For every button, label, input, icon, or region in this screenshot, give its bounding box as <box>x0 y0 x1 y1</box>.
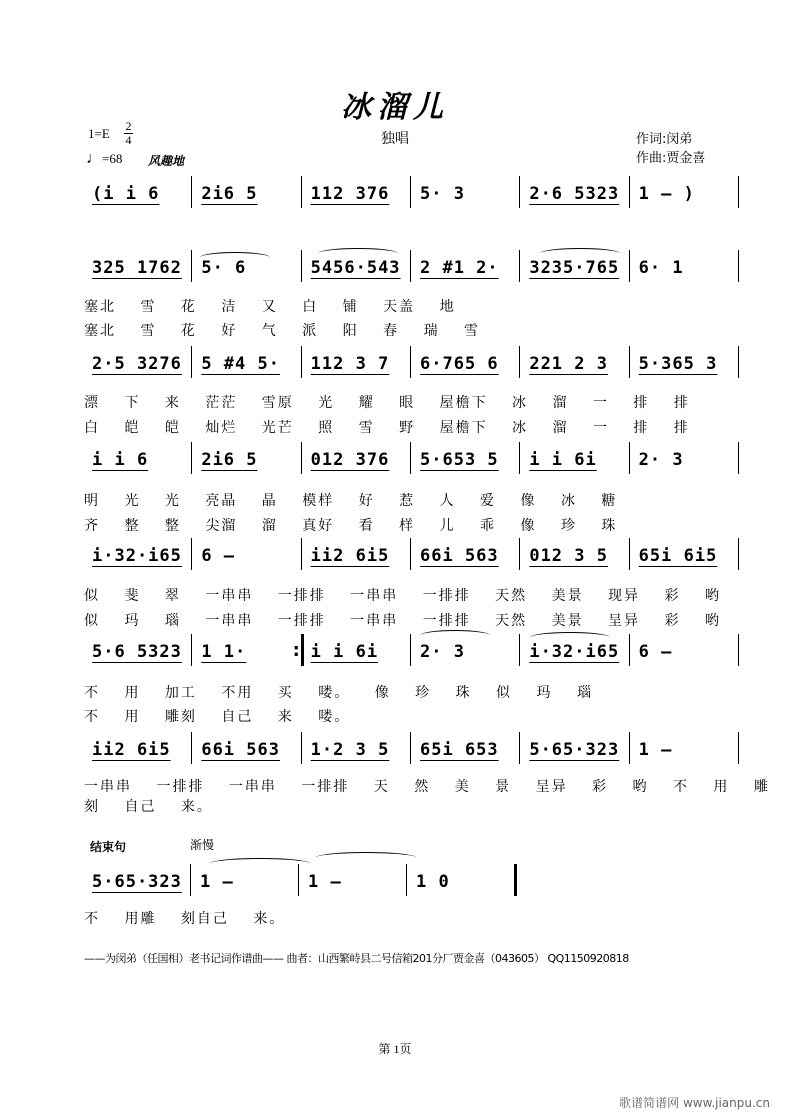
lyric-line: 塞北 雪 花 好 气 派 阳 春 瑞 雪 <box>84 323 481 339</box>
lyric-line: 漂 下 来 茫茫 雪原 光 耀 眼 屋檐下 冰 溜 一 排 排 <box>84 395 690 411</box>
measure <box>303 174 412 210</box>
score-line <box>84 174 740 210</box>
measure <box>521 440 630 476</box>
footer-credit: ——为闵弟（任国相）老书记词作谱曲—— 曲者：山西繁峙县二号信箱201分厂贾金喜（043605） QQ1150920818 <box>84 952 629 965</box>
score-line <box>84 632 740 668</box>
measure <box>412 174 521 210</box>
barline <box>519 442 520 474</box>
slur-mark <box>420 630 490 641</box>
key-signature: 1=E <box>88 126 110 141</box>
lyric-line: 不 用 雕刻 自己 来 喽。 <box>84 709 351 725</box>
measure-notes: 2· 3 <box>420 642 465 662</box>
measure <box>408 862 516 898</box>
measure <box>631 248 740 284</box>
barline <box>738 732 739 764</box>
measure <box>412 730 521 766</box>
expression-marking: 风趣地 <box>148 154 185 168</box>
time-signature-top: 2 <box>125 119 132 133</box>
slur-mark <box>530 632 610 643</box>
lyric-line: 似 斐 翠 一串串 一排排 一串串 一排排 天然 美景 现异 彩 哟 <box>84 588 721 604</box>
score-line <box>84 730 740 766</box>
barline <box>738 538 739 570</box>
measure <box>631 730 740 766</box>
measure-notes: 1 – <box>638 740 673 760</box>
measure <box>84 440 193 476</box>
measure-notes: 65i 6i5 <box>638 546 718 566</box>
measure-notes: 012 3 5 <box>529 546 608 566</box>
measure-notes: ii2 6i5 <box>92 740 171 760</box>
measure-notes: 325 1762 <box>92 258 182 278</box>
barline <box>738 442 739 474</box>
measure <box>193 174 302 210</box>
tempo-marking <box>86 150 122 168</box>
slur-mark <box>540 248 620 259</box>
measure-notes: ii2 6i5 <box>310 546 390 566</box>
lyric-line: 一串串 一排排 一串串 一排排 天 然 美 景 呈异 彩 哟 不 用 雕 刻 自己 来。 <box>84 779 770 815</box>
score-line <box>84 862 740 898</box>
measure <box>521 730 630 766</box>
score-line <box>84 248 740 284</box>
barline <box>629 634 630 666</box>
measure <box>303 440 412 476</box>
barline <box>514 864 517 896</box>
score-line <box>84 440 740 476</box>
measure-notes: 2·5 3276 <box>92 354 182 374</box>
barline <box>738 634 739 666</box>
measure-notes: 112 376 <box>310 184 390 204</box>
measure-notes: 5·653 5 <box>420 450 499 470</box>
measure-notes: i i 6i <box>529 450 597 470</box>
barline <box>191 250 192 282</box>
measure-notes: 5·365 3 <box>638 354 718 374</box>
measure-notes: 1 0 <box>416 872 450 892</box>
page-number: 第 1页 <box>378 1042 412 1056</box>
barline <box>301 250 302 282</box>
measure <box>631 536 740 572</box>
measure-notes: 5·6 5323 <box>92 642 182 662</box>
tempo-change-marking: 渐慢 <box>190 838 215 852</box>
song-title: 冰溜儿 <box>341 90 449 125</box>
measure-notes: 5456·543 <box>310 258 401 278</box>
measure <box>412 536 521 572</box>
slur-mark <box>210 858 310 869</box>
score-line <box>84 536 740 572</box>
measure <box>303 536 412 572</box>
measure <box>631 174 740 210</box>
measure-notes: 66i 563 <box>420 546 499 566</box>
lyric-line: 明 光 光 亮晶 晶 模样 好 惹 人 爱 像 冰 糖 <box>84 493 618 509</box>
barline <box>629 346 630 378</box>
measure <box>193 730 302 766</box>
measure-notes: 112 3 7 <box>310 354 390 374</box>
barline <box>190 864 191 896</box>
measure <box>631 632 740 668</box>
measure <box>193 440 302 476</box>
measure-notes: 1 – ) <box>638 184 695 204</box>
barline <box>191 634 192 666</box>
barline <box>410 250 411 282</box>
measure <box>303 730 412 766</box>
score-line <box>84 344 740 380</box>
barline <box>519 250 520 282</box>
measure <box>521 536 630 572</box>
barline <box>410 538 411 570</box>
measure-notes: 1 – <box>200 872 234 892</box>
barline <box>519 732 520 764</box>
section-label: 结束句 <box>90 840 127 854</box>
measure-notes: 5·65·323 <box>529 740 620 760</box>
barline <box>301 538 302 570</box>
barline <box>519 538 520 570</box>
barline <box>410 634 411 666</box>
lyric-line: 塞北 雪 花 洁 又 白 铺 天盖 地 <box>84 299 456 315</box>
barline <box>410 176 411 208</box>
watermark: 歌谱简谱网 www.jianpu.cn <box>619 1096 770 1110</box>
measure-notes: 2·6 5323 <box>529 184 620 204</box>
measure-notes: 2i6 5 <box>201 184 258 204</box>
lyric-line: 不 用雕 刻自己 来。 <box>84 911 286 927</box>
measure <box>521 344 630 380</box>
lyric-line: 似 玛 瑙 一串串 一排排 一串串 一排排 天然 美景 呈异 彩 哟 <box>84 613 721 629</box>
measure-notes: 2i6 5 <box>201 450 258 470</box>
measure <box>412 248 521 284</box>
measure <box>412 344 521 380</box>
barline <box>629 250 630 282</box>
barline <box>301 346 302 378</box>
barline <box>301 176 302 208</box>
measure-notes: 1·2 3 5 <box>310 740 390 760</box>
quarter-note-icon: ♩ <box>86 150 102 167</box>
barline <box>191 538 192 570</box>
measure <box>193 344 302 380</box>
performance-type: 独唱 <box>381 131 409 147</box>
barline <box>629 442 630 474</box>
slur-mark <box>316 852 416 863</box>
barline <box>519 634 520 666</box>
measure <box>84 862 192 898</box>
measure-notes: 6· 1 <box>638 258 684 278</box>
barline <box>191 732 192 764</box>
barline <box>191 442 192 474</box>
tempo-value: =68 <box>102 151 123 166</box>
measure <box>84 536 193 572</box>
barline <box>410 346 411 378</box>
measure <box>521 174 630 210</box>
barline <box>738 250 739 282</box>
measure-notes: 1 1· <box>201 642 247 662</box>
barline <box>629 176 630 208</box>
lyric-line: 齐 整 整 尖溜 溜 真好 看 样 儿 乖 像 珍 珠 <box>84 518 618 534</box>
measure-notes: 5· 3 <box>420 184 465 204</box>
measure-notes: i·32·i65 <box>529 642 620 662</box>
measure-notes: 012 376 <box>310 450 390 470</box>
measure <box>300 862 408 898</box>
barline <box>191 346 192 378</box>
measure-notes: 65i 653 <box>420 740 499 760</box>
barline <box>519 346 520 378</box>
barline <box>519 176 520 208</box>
barline <box>406 864 407 896</box>
measure-notes: 6·765 6 <box>420 354 499 374</box>
measure <box>303 632 412 668</box>
barline <box>629 732 630 764</box>
measure <box>84 344 193 380</box>
measure <box>193 536 302 572</box>
measure-notes: 6 – <box>201 546 236 566</box>
time-signature <box>124 120 133 147</box>
measure-notes: 221 2 3 <box>529 354 608 374</box>
barline <box>410 442 411 474</box>
measure-notes: i i 6i <box>310 642 379 662</box>
barline <box>301 732 302 764</box>
measure-notes: (i i 6 <box>92 184 160 204</box>
measure-notes: i i 6 <box>92 450 149 470</box>
measure <box>412 440 521 476</box>
measure-notes: 2 #1 2· <box>420 258 499 278</box>
measure-notes: 1 – <box>308 872 342 892</box>
measure <box>193 632 302 668</box>
measure <box>84 632 193 668</box>
measure <box>84 730 193 766</box>
measure <box>631 440 740 476</box>
measure-notes: 5·65·323 <box>92 872 182 892</box>
measure-notes: 2· 3 <box>638 450 684 470</box>
barline <box>738 346 739 378</box>
slur-mark <box>200 252 270 263</box>
measure-notes: 3235·765 <box>529 258 620 278</box>
barline <box>191 176 192 208</box>
barline <box>410 732 411 764</box>
barline <box>629 538 630 570</box>
slur-mark <box>318 248 398 259</box>
lyricist-credit: 作词:闵弟 <box>636 132 693 147</box>
measure <box>631 344 740 380</box>
measure <box>84 248 193 284</box>
barline <box>738 176 739 208</box>
measure <box>303 344 412 380</box>
composer-credit: 作曲:贾金喜 <box>636 151 706 166</box>
measure-notes: 6 – <box>638 642 673 662</box>
barline <box>301 442 302 474</box>
measure-notes: 66i 563 <box>201 740 280 760</box>
lyric-line: 不 用 加工 不用 买 喽。 像 珍 珠 似 玛 瑙 <box>84 685 593 701</box>
time-signature-bottom: 4 <box>125 133 132 147</box>
lyric-line: 白 皑 皑 灿烂 光芒 照 雪 野 屋檐下 冰 溜 一 排 排 <box>84 420 690 436</box>
measure-notes: 5 #4 5· <box>201 354 280 374</box>
measure-notes: i·32·i65 <box>92 546 182 566</box>
measure-notes: 5· 6 <box>201 258 247 278</box>
measure <box>84 174 193 210</box>
